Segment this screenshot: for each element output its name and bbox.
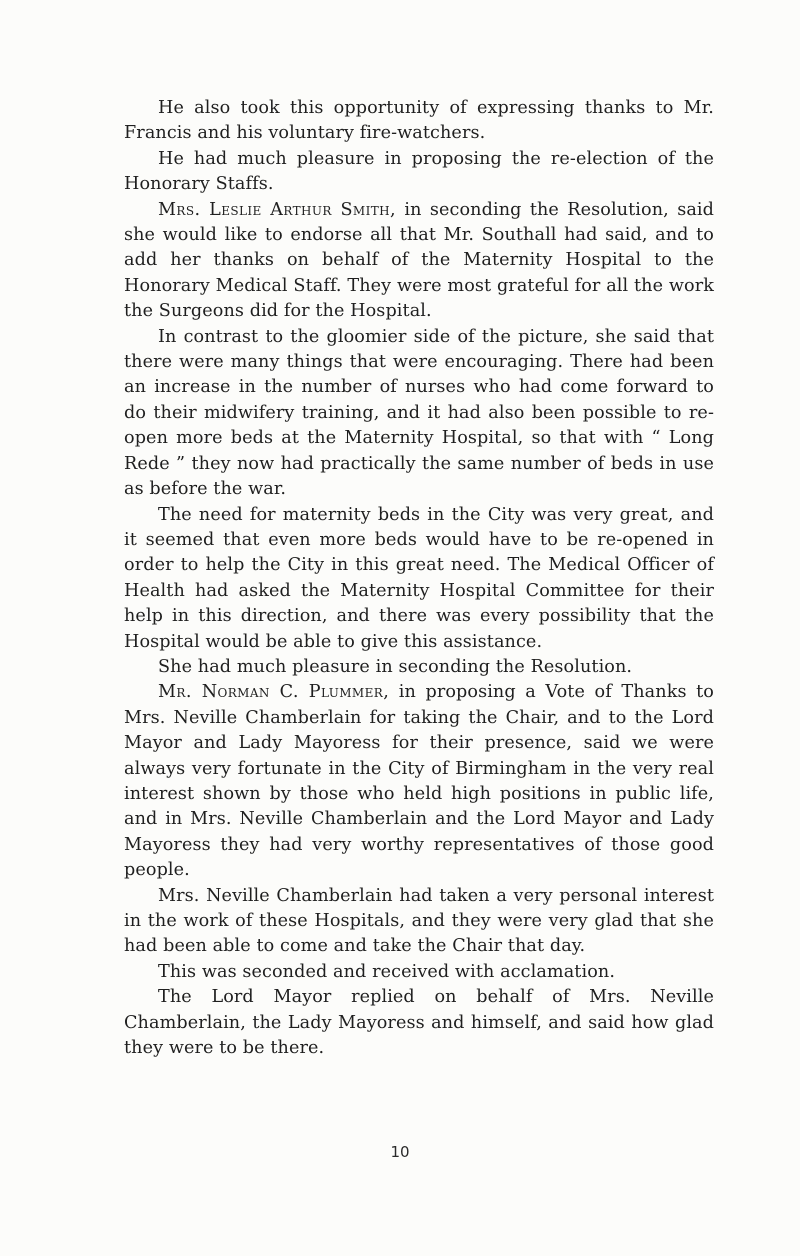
paragraph-7: Mr. Norman C. Plummer, in proposing a Vote of Thanks to Mrs. Neville Chamberlain for taking the Chair, and to the Lord Mayor and Lady Mayoress for their presence, said we were always very fortunate in the City of Birmingham in the very real interest shown by those who held high positions in public life, and in Mrs. Neville Chamberlain and the Lord Mayor and Lady Mayoress they had very worthy representatives of those good people. [124, 682, 714, 881]
paragraph-4: In contrast to the gloomier side of the picture, she said that there were many things that were encouraging. There had been an increase in the number of nurses who had come forward to do their midwifery training, and it had also been possible to re-open more beds at the Maternity Hospital, so that with “ Long Rede ” they now had practically the same number of beds in use as before the war. [124, 326, 714, 500]
speaker-name: Mr. Norman C. Plummer, [158, 682, 390, 703]
paragraph-2: He had much pleasure in proposing the re-election of the Honorary Staffs. [124, 148, 714, 195]
paragraph-9: This was seconded and received with acclamation. [158, 961, 616, 982]
paragraph-6: She had much pleasure in seconding the Resolution. [158, 656, 633, 677]
paragraph-10: The Lord Mayor replied on behalf of Mrs. Neville Chamberlain, the Lady Mayoress and himself, and said how glad they were to be there. [124, 987, 714, 1059]
page-number: 10 [390, 1143, 410, 1161]
paragraph-3: Mrs. Leslie Arthur Smith, in seconding the Resolution, said she would like to endorse all that Mr. Southall had said, and to add her thanks on behalf of the Maternity Hospital to the Honorary Medical Staff. They were most grateful for all the work the Surgeons did for the Hospital. [124, 199, 714, 322]
speaker-name: Mrs. Leslie Arthur Smith, [158, 199, 397, 220]
paragraph-5: The need for maternity beds in the City was very great, and it seemed that even more beds would have to be re-opened in order to help the City in this great need. The Medical Officer of Health had asked the Maternity Hospital Committee for their help in this direction, and there was every possibility that the Hospital would be able to give this assistance. [124, 504, 714, 652]
body-text [124, 96, 714, 1061]
paragraph-8: Mrs. Neville Chamberlain had taken a very personal interest in the work of these Hospitals, and they were very glad that she had been able to come and take the Chair that day. [124, 885, 714, 957]
paragraph-1: He also took this opportunity of expressing thanks to Mr. Francis and his voluntary fire-watchers. [124, 98, 714, 144]
